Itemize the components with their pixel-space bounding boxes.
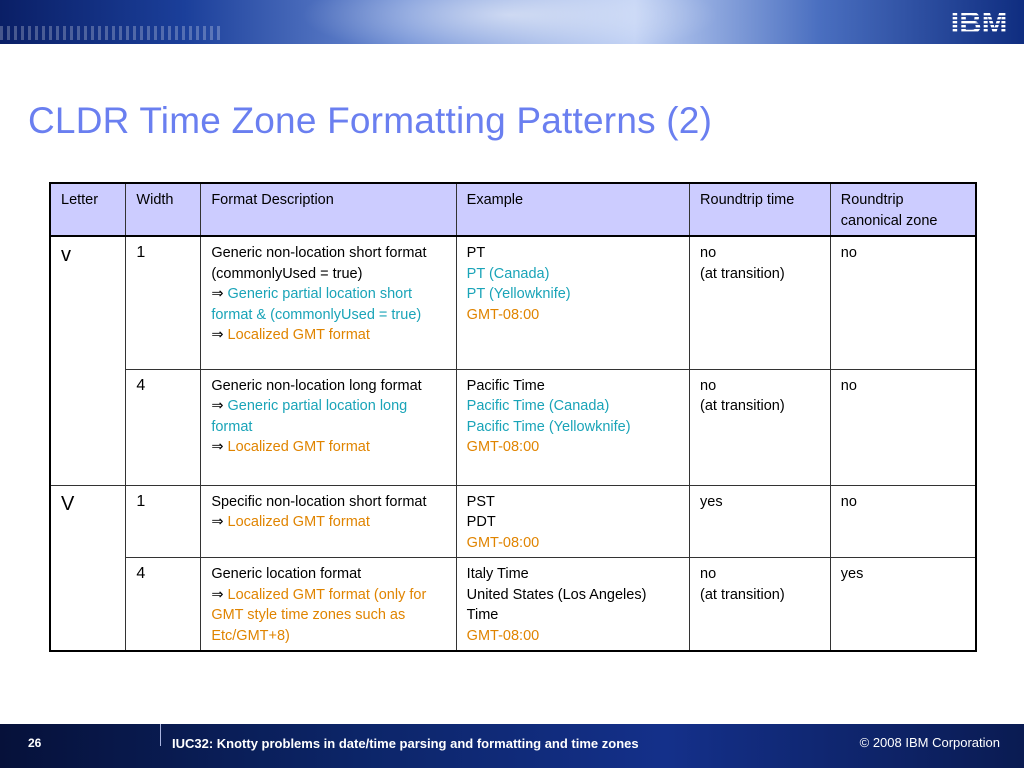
banner-glow bbox=[300, 0, 720, 44]
col-header-example: Example bbox=[456, 183, 689, 236]
table-row bbox=[50, 369, 976, 485]
roundtrip-time-note: (at transition) bbox=[700, 586, 785, 603]
footer-divider bbox=[160, 724, 161, 746]
example-text: PDT bbox=[466, 514, 496, 530]
width-cell: 4 bbox=[126, 369, 201, 485]
col-header-letter: Letter bbox=[50, 183, 126, 236]
table-row bbox=[50, 485, 976, 558]
banner-dots bbox=[0, 26, 220, 40]
roundtrip-time-cell bbox=[690, 369, 831, 485]
implies-arrow: ⇒ bbox=[211, 286, 228, 302]
copyright-notice: © 2008 IBM Corporation bbox=[859, 735, 1000, 750]
col-header-width: Width bbox=[126, 183, 201, 236]
ibm-logo bbox=[944, 5, 1014, 37]
table-header-row bbox=[50, 183, 976, 236]
example-text: GMT-08:00 bbox=[466, 627, 540, 644]
fallback-text: Localized GMT format bbox=[227, 514, 370, 530]
example-text: PT (Yellowknife) bbox=[466, 286, 571, 302]
example-text: PT bbox=[466, 245, 486, 261]
example-text: PST bbox=[466, 493, 495, 510]
roundtrip-time-value: no bbox=[700, 377, 717, 394]
description-text: Specific non-location short format bbox=[211, 493, 427, 510]
roundtrip-zone-cell: no bbox=[830, 485, 976, 558]
example-text: GMT-08:00 bbox=[466, 439, 540, 455]
roundtrip-time-value: no bbox=[700, 245, 717, 261]
page-number: 26 bbox=[28, 736, 42, 750]
letter-cell: v bbox=[50, 236, 126, 485]
example-text: GMT-08:00 bbox=[466, 534, 540, 551]
example-cell bbox=[456, 369, 689, 485]
description-text: Generic location format bbox=[211, 566, 362, 582]
col-header-roundtrip-canonical-zone: Roundtrip canonical zone bbox=[830, 183, 976, 236]
implies-arrow: ⇒ bbox=[211, 514, 228, 530]
description-cell bbox=[201, 558, 456, 652]
example-text: GMT-08:00 bbox=[466, 306, 540, 323]
col-header-roundtrip-time: Roundtrip time bbox=[690, 183, 831, 236]
roundtrip-time-cell bbox=[690, 558, 831, 652]
fallback-text: Generic partial location short format & (commonlyUsed = true) bbox=[211, 286, 422, 323]
roundtrip-zone-cell: no bbox=[830, 369, 976, 485]
implies-arrow: ⇒ bbox=[211, 586, 228, 603]
example-text: United States (Los Angeles) Time bbox=[466, 586, 647, 623]
fallback-text: Localized GMT format (only for GMT style time zones such as Etc/GMT+8) bbox=[211, 586, 427, 644]
roundtrip-time-cell bbox=[690, 485, 831, 558]
roundtrip-time-value: no bbox=[700, 566, 717, 582]
letter-cell: V bbox=[50, 485, 126, 651]
fallback-text: Localized GMT format bbox=[227, 327, 370, 343]
description-text: Generic non-location long format bbox=[211, 377, 422, 394]
example-cell bbox=[456, 236, 689, 369]
example-text: Pacific Time (Yellowknife) bbox=[466, 418, 631, 435]
description-cell bbox=[201, 369, 456, 485]
width-cell: 1 bbox=[126, 236, 201, 369]
table-row bbox=[50, 236, 976, 369]
implies-arrow: ⇒ bbox=[211, 327, 228, 343]
description-cell bbox=[201, 485, 456, 558]
implies-arrow: ⇒ bbox=[211, 439, 228, 455]
example-text: Pacific Time (Canada) bbox=[466, 398, 610, 414]
fallback-text: Generic partial location long format bbox=[211, 398, 408, 435]
example-text: Pacific Time bbox=[466, 377, 545, 394]
roundtrip-time-note: (at transition) bbox=[700, 398, 785, 414]
implies-arrow: ⇒ bbox=[211, 398, 228, 414]
col-header-format-description: Format Description bbox=[201, 183, 456, 236]
description-text: Generic non-location short format (commonlyUsed = true) bbox=[211, 245, 427, 282]
example-cell bbox=[456, 558, 689, 652]
fallback-text: Localized GMT format bbox=[227, 439, 370, 455]
roundtrip-zone-cell: no bbox=[830, 236, 976, 369]
footer-bar bbox=[0, 724, 1024, 768]
header-banner bbox=[0, 0, 1024, 44]
patterns-table bbox=[49, 182, 977, 652]
width-cell: 1 bbox=[126, 485, 201, 558]
example-text: PT (Canada) bbox=[466, 265, 550, 282]
page-title: CLDR Time Zone Formatting Patterns (2) bbox=[28, 100, 713, 141]
description-cell bbox=[201, 236, 456, 369]
example-text: Italy Time bbox=[466, 566, 529, 582]
roundtrip-zone-cell: yes bbox=[830, 558, 976, 652]
width-cell: 4 bbox=[126, 558, 201, 652]
roundtrip-time-value: yes bbox=[700, 493, 723, 510]
svg-text:IBM: IBM bbox=[950, 5, 1008, 37]
example-cell bbox=[456, 485, 689, 558]
table-row bbox=[50, 558, 976, 652]
roundtrip-time-note: (at transition) bbox=[700, 265, 785, 282]
roundtrip-time-cell bbox=[690, 236, 831, 369]
footer-caption: IUC32: Knotty problems in date/time parsing and formatting and time zones bbox=[172, 736, 639, 751]
